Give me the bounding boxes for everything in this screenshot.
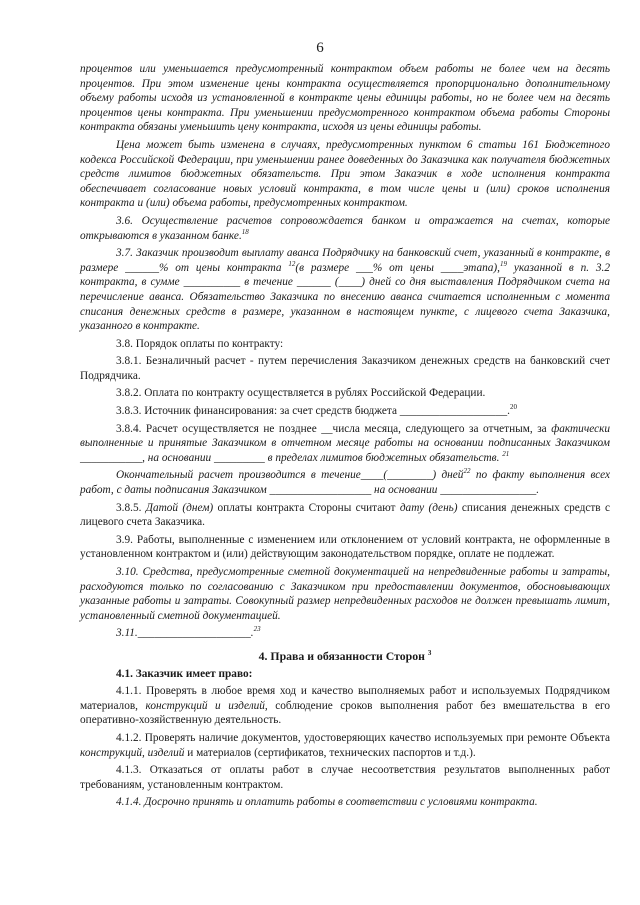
text-3-8-4-a: 3.8.4. Расчет осуществляется не позднее __числа месяца, следующего за отчетным, за — [116, 422, 547, 435]
paragraph-3-8-5 — [80, 501, 610, 530]
text-4-1-2-b: конструкций, изделий — [80, 746, 185, 759]
paragraph-4-1-1 — [80, 684, 610, 728]
footnote-ref-18: 18 — [241, 227, 249, 236]
footnote-ref-22: 22 — [463, 467, 471, 476]
text-4-1-1-b: конструкций и изделий, — [145, 699, 268, 712]
paragraph-3-7 — [80, 246, 610, 334]
text-4-1-2-c: и материалов (сертификатов, технических паспортов и т.д.). — [187, 746, 476, 759]
footnote-ref-19: 19 — [500, 259, 508, 268]
text-3-6: 3.6. Осуществление расчетов сопровождается банком и отражается на счетах, которые открываются в указанном банке. — [80, 214, 610, 242]
text-3-7-a: 3.7. Заказчик производит выплату аванса Подрядчику на банковский счет, указанный в контракте, в размере ______% от цены контракта — [80, 247, 610, 274]
section-title — [80, 649, 610, 664]
text-final-b: по факту выполнения всех работ, с даты подписания Заказчиком __________________ на основании _________________. — [80, 469, 610, 497]
paragraph-budget-code: Цена может быть изменена в случаях, предусмотренных пунктом 6 статьи 161 Бюджетного кодекса Российской Федерации, при уменьшении ранее доведенных до Заказчика как получателя бюджетных средств лимитов бюджетных обязательств. При этом Заказчик в ходе исполнения контракта обеспечивает согласование новых условий контракта, в том числе цены и (или) сроков исполнения контракта и (или) объема работы, предусмотренных контрактом. — [80, 138, 610, 210]
footnote-ref-3: 3 — [427, 649, 432, 658]
text-3-7-b: (в размере ___% от цены ____этапа), — [295, 261, 501, 274]
text-3-8-5-e: списания денежных средств с лицевого счета Заказчика. — [80, 501, 610, 529]
footnote-ref-20: 20 — [509, 403, 517, 412]
text-4-1-1-c: соблюдение сроков выполнения работ без вмешательства в его оперативно-хозяйственную деятельность. — [80, 699, 611, 727]
footnote-ref-23: 23 — [253, 625, 261, 634]
footnote-ref-12: 12 — [288, 259, 296, 268]
text-3-8-5-b: Датой (днем) — [145, 501, 214, 514]
paragraph-3-8-1: 3.8.1. Безналичный расчет - путем перечисления Заказчиком денежных средств на банковский счет Подрядчика. — [80, 355, 610, 382]
paragraph-3-8-3 — [80, 404, 610, 419]
text-3-8-3: 3.8.3. Источник финансирования: за счет средств бюджета ___________________. — [116, 405, 510, 418]
paragraph-3-8-4 — [80, 422, 610, 466]
text-3-8-5-d: дату (день) — [399, 501, 458, 514]
text-3-7-c: указанной в п. 3.2 контракта, в сумме __________ в течение ______ (____) дней со дня выставления Подрядчиком счета на перечисление аванса. Обязательство Заказчика по внесению аванса считается исполненным с момента списания денежных средств в размере, указанном в настоящем пункте, с лицевого счета Заказчика, указанного в контракте. — [80, 261, 611, 333]
text-3-8-4-b: фактически выполненные и принятые Заказчиком в отчетном месяце работы на основании подписанных Заказчиком ___________, на основании _________ в пределах лимитов бюджетных обязательств. — [80, 422, 611, 464]
page-number: 6 — [316, 40, 324, 56]
text-4-1-2-a: 4.1.2. Проверять наличие документов, удостоверяющих качество используемых при ремонте Объекта — [116, 731, 610, 744]
paragraph-3-10: 3.10. Средства, предусмотренные сметной документацией на непредвиденные работы и затраты, расходуются только по согласованию с Заказчиком при предоставлении документов, обосновывающих указанные работы и затраты. Совокупный размер непредвиденных расходов не должен превышать лимит, установленный сметной документацией. — [80, 566, 610, 622]
subsection-4-1: 4.1. Заказчик имеет право: — [116, 667, 253, 680]
paragraph-3-6 — [80, 214, 610, 243]
footnote-ref-21: 21 — [502, 450, 510, 459]
paragraph-price-change: процентов или уменьшается предусмотренный контрактом объем работы не более чем на десять процентов. При этом изменение цены контракта осуществляется пропорционально дополнительному объему работы исходя из установленной в контракте цены единицы работы, но не более чем на десять процентов цены контракта. При уменьшении предусмотренного контрактом объема работы Стороны контракта обязаны уменьшить цену контракта, исходя из цены единицы работы. — [80, 63, 610, 134]
text-3-8-5-c: оплаты контракта Стороны считают — [217, 501, 396, 514]
paragraph-3-9: 3.9. Работы, выполненные с изменением или отклонением от условий контракта, не оформленные в установленном контрактом и (или) действующим законодательством порядке, оплате не подлежат. — [80, 533, 610, 561]
text-4-1-1-a: 4.1.1. Проверять в любое время ход и качество выполняемых работ и используемых Подрядчиком материалов, — [80, 685, 610, 712]
paragraph-3-8: 3.8. Порядок оплаты по контракту: — [116, 337, 284, 350]
paragraph-3-8-2: 3.8.2. Оплата по контракту осуществляется в рублях Российской Федерации. — [116, 387, 486, 400]
section-title-text: 4. Права и обязанности Сторон — [258, 648, 425, 663]
paragraph-3-11 — [80, 626, 610, 641]
document-body — [80, 62, 610, 813]
paragraph-4-1-3: 4.1.3. Отказаться от оплаты работ в случае несоответствия результатов выполненных работ требованиям, установленным контрактом. — [80, 764, 610, 791]
paragraph-4-1-4: 4.1.4. Досрочно принять и оплатить работы в соответствии с условиями контракта. — [116, 796, 538, 809]
text-3-8-5-a: 3.8.5. — [116, 501, 142, 514]
paragraph-4-1-2 — [80, 731, 610, 760]
text-final-a: Окончательный расчет производится в течение____(________) дней — [116, 469, 464, 482]
paragraph-final-settlement — [80, 468, 610, 497]
text-3-11: 3.11.____________________. — [116, 627, 254, 640]
